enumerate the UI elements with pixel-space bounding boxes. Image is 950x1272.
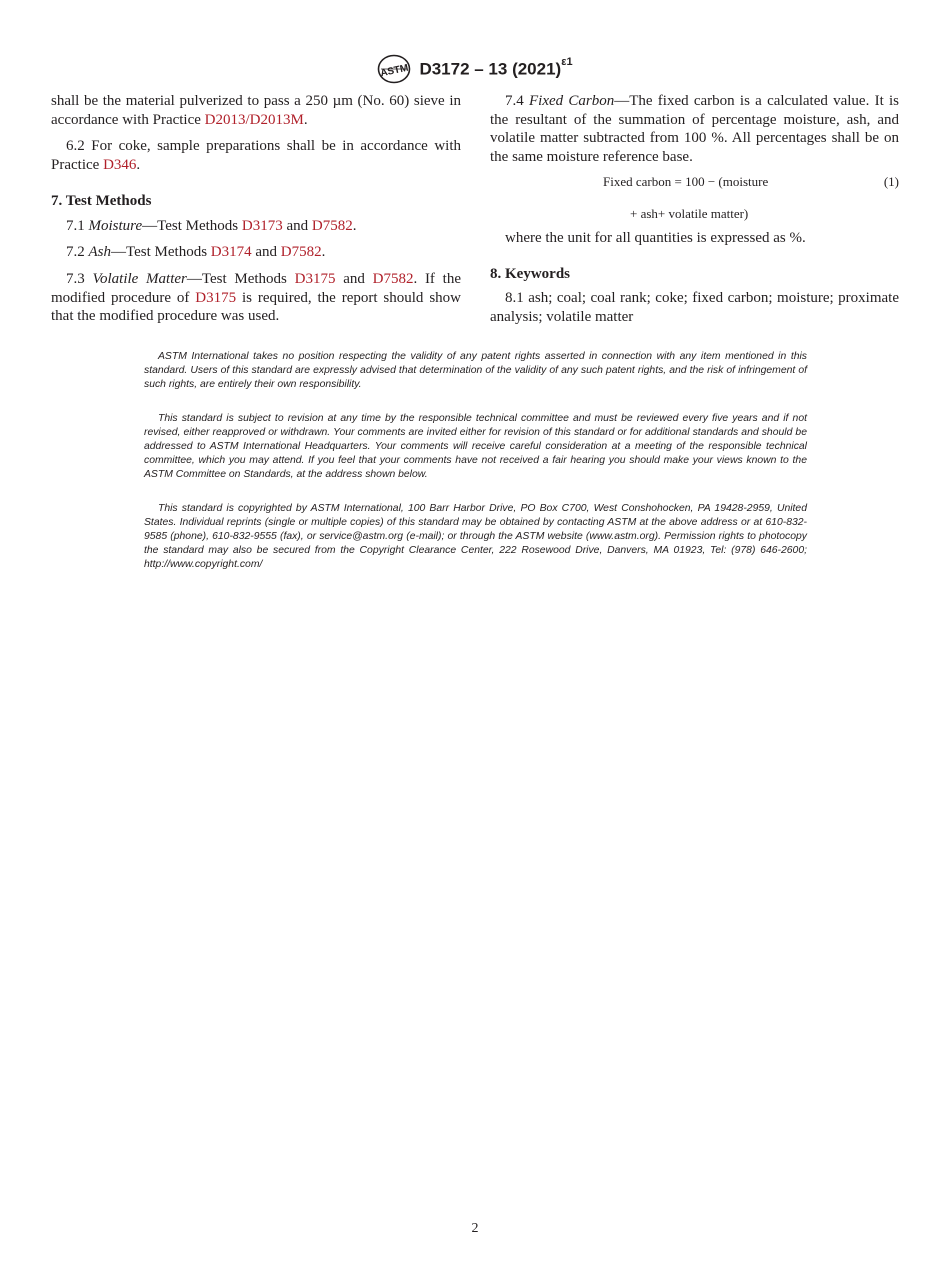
equation-1: [490, 173, 899, 229]
paragraph-7-3: 7.3 Volatile Matter—Test Methods D3175 and D7582. If the modified procedure of D3175 is required, the report should show that the modified procedure was used.: [51, 270, 461, 325]
link-d2013[interactable]: D2013/D2013M: [204, 111, 304, 128]
paragraph-7-4: 7.4 Fixed Carbon—The fixed carbon is a calculated value. It is the resultant of the summation of percentage moisture, ash, and volatile matter subtracted from 100 %. All percentages shall be on the same moisture reference base.: [490, 93, 899, 166]
equation-number: (1): [883, 173, 899, 189]
equation-line-1: Fixed carbon = 100 − (moisture: [603, 173, 769, 189]
notice-patent: ASTM International takes no position respecting the validity of any patent rights asserted in connection with any item mentioned in this standard. Users of this standard are expressly advised that determination of the validity of any such patent rights, and the risk of infringement of such rights, are entirely their own responsibility.: [144, 351, 807, 390]
designation-superscript: ε1: [561, 55, 573, 68]
link-d3175[interactable]: D3175: [294, 270, 336, 287]
logo-text: ASTM: [379, 62, 410, 80]
paragraph-6-1-continued: shall be the material pulverized to pass a 250 µm (No. 60) sieve in accordance with Practice D2013/D2013M.: [51, 93, 461, 128]
astm-logo-icon: [377, 54, 411, 84]
section-7-heading: 7. Test Methods: [51, 192, 152, 209]
link-d346[interactable]: D346: [103, 157, 137, 174]
section-8-heading: 8. Keywords: [490, 265, 570, 282]
paragraph-7-2: 7.2 Ash—Test Methods D3174 and D7582.: [66, 244, 326, 261]
notice-copyright: This standard is copyrighted by ASTM International, 100 Barr Harbor Drive, PO Box C700, West Conshohocken, PA 19428-2959, United States. Individual reprints (single or multiple copies) of this standard may be obtained by contacting ASTM at the above address or at 610-832-9585 (phone), 610-832-9555 (fax), or service@astm.org (e-mail); or through the ASTM website (www.astm.org). Permission rights to photocopy the standard may also be secured from the Copyright Clearance Center, 222 Rosewood Drive, Danvers, MA 01923, Tel: (978) 646-2600; http://www.copyright.com/: [144, 503, 807, 570]
document-designation: D3172 – 13 $(2021)^{\varepsilon 1}$: [419, 55, 573, 79]
legal-notices: [144, 350, 807, 592]
link-d7582[interactable]: D7582: [280, 244, 322, 261]
left-column: [51, 92, 461, 326]
page-number: 2: [471, 1221, 479, 1236]
equation-line-2: + ash+ volatile matter): [630, 205, 749, 221]
page-header: [0, 54, 950, 84]
link-d7582[interactable]: D7582: [372, 270, 414, 287]
link-d3173[interactable]: D3173: [241, 217, 283, 234]
paragraph-6-2: 6.2 For coke, sample preparations shall be in accordance with Practice D346.: [51, 138, 461, 174]
right-column: [490, 92, 899, 327]
notice-revision: This standard is subject to revision at any time by the responsible technical committee and must be reviewed every five years and if not revised, either reapproved or withdrawn. Your comments are invited either for revision of this standard or for additional standards and should be addressed to ASTM International Headquarters. Your comments will receive careful consideration at a meeting of the responsible technical committee, which you may attend. If you feel that your comments have not received a fair hearing you should make your views known to the ASTM Committee on Standards, at the address shown below.: [144, 413, 807, 480]
paragraph-where: where the unit for all quantities is expressed as %.: [505, 229, 806, 246]
link-d3174[interactable]: D3174: [210, 244, 252, 261]
paragraph-8-1: 8.1 ash; coal; coal rank; coke; fixed carbon; moisture; proximate analysis; volatile matter: [490, 290, 899, 325]
link-d3175[interactable]: D3175: [195, 289, 237, 306]
link-d7582[interactable]: D7582: [311, 217, 353, 234]
paragraph-7-1: 7.1 Moisture—Test Methods D3173 and D7582.: [66, 217, 357, 234]
